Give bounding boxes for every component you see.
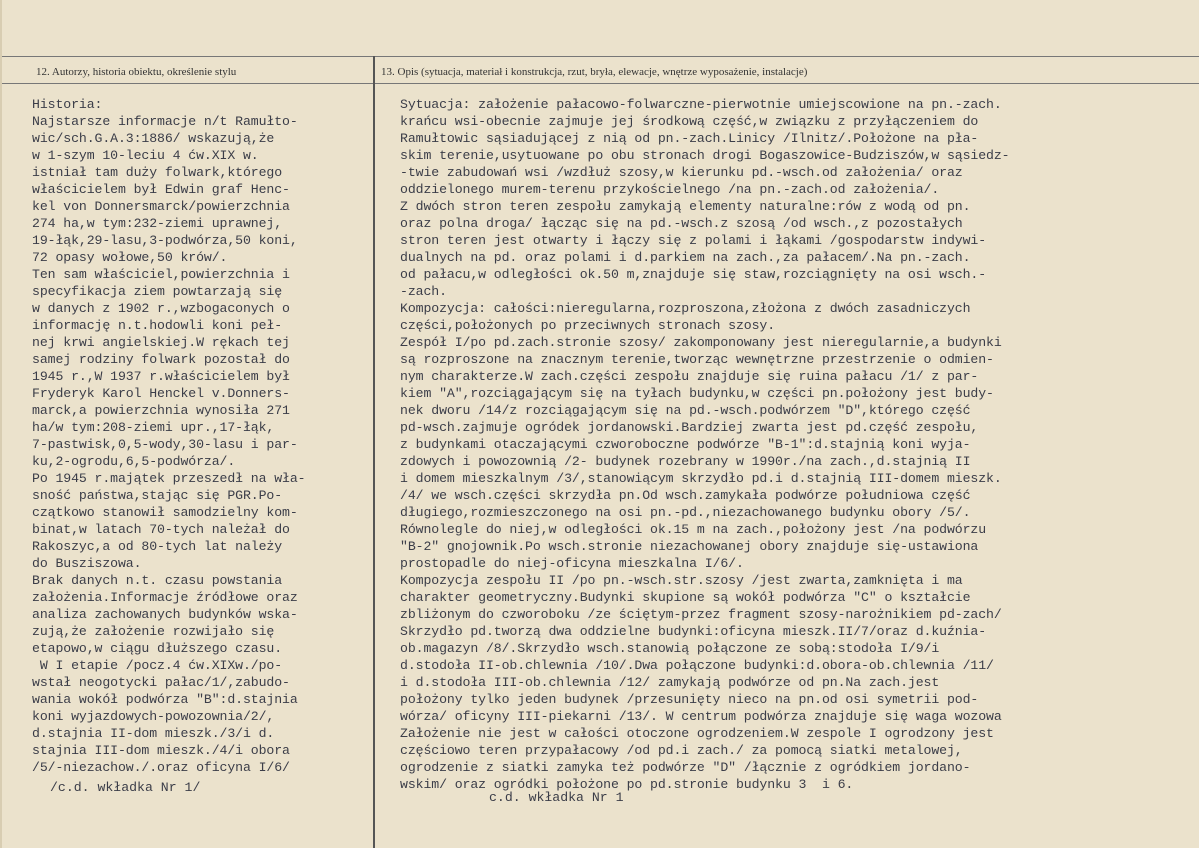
description-text-line: długiego,rozmieszczonego na osi pn.-pd.,niezachowanego budynku obory /5/. <box>400 505 971 520</box>
right-footer: c.d. wkładka Nr 1 <box>489 790 624 805</box>
description-text-line: Skrzydło pd.tworzą dwa oddzielne budynki:oficyna mieszk.II/7/oraz d.kuźnia- <box>400 624 987 639</box>
description-text-line: prostopadle do niej-oficyna mieszkalna I/6/. <box>400 556 744 571</box>
history-text-line: 72 opasy wołowe,50 krów/. <box>32 250 228 265</box>
description-text-line: Sytuacja: założenie pałacowo-folwarczne-pierwotnie umiejscowione na pn.-zach. <box>400 97 1002 112</box>
history-text-line: analiza zachowanych budynków wska- <box>32 607 298 622</box>
history-text-line: specyfikacja ziem powtarzają się <box>32 284 283 299</box>
history-text-line: binat,w latach 70-tych należał do <box>32 522 290 537</box>
history-text-line: 7-pastwisk,0,5-wody,30-lasu i par- <box>32 437 298 452</box>
description-text-line: Zespół I/po pd.zach.stronie szosy/ zakomponowany jest nieregularnie,a budynki <box>400 335 1002 350</box>
history-text-line: etapowo,w ciągu dłuższego czasu. <box>32 641 283 656</box>
description-text-line: skim terenie,usytuowane po obu stronach drogi Bogaszowice-Budziszów,w sąsiedz- <box>400 148 1010 163</box>
description-text-line: zbliżonym do czworoboku /ze ściętym-przez fragment szosy-narożnikiem pd-zach/ <box>400 607 1002 622</box>
description-text-line: /4/ we wsch.części skrzydła pn.Od wsch.zamykała podwórze południowa część <box>400 488 971 503</box>
description-text-line: charakter geometryczny.Budynki skupione są wokół podwórza "C" o kształcie <box>400 590 971 605</box>
history-text-line: Po 1945 r.majątek przeszedł na wła- <box>32 471 306 486</box>
description-text-line: stron teren jest otwarty i łączy się z polami i łąkami /gospodarstw indywi- <box>400 233 987 248</box>
history-text-line: wania wokół podwórza "B":d.stajnia <box>32 692 298 707</box>
history-text-line: Fryderyk Karol Henckel v.Donners- <box>32 386 290 401</box>
history-text-line: 274 ha,w tym:232-ziemi uprawnej, <box>32 216 283 231</box>
history-text-line: ha/w tym:208-ziemi upr.,17-łąk, <box>32 420 275 435</box>
description-text-line: kiem "A",rozciągającym się na tyłach budynku,w części pn.położony jest budy- <box>400 386 994 401</box>
description-text-line: oddzielonego murem-terenu przykościelnego /na pn.-zach.od założenia/. <box>400 182 940 197</box>
description-text-line: Z dwóch stron teren zespołu zamykają elementy naturalne:rów z wodą od pn. <box>400 199 971 214</box>
history-text-line: ku,2-ogrodu,6,5-podwórza/. <box>32 454 236 469</box>
description-text-line: nek dworu /14/z rozciągającym się na pd.-wsch.podwórzem "D",którego część <box>400 403 971 418</box>
description-text-line: wskim/ oraz ogródki położone po pd.stronie budynku 3 i 6. <box>400 777 854 792</box>
history-text-line: 19-łąk,29-lasu,3-podwórza,50 koni, <box>32 233 298 248</box>
column-divider <box>373 56 375 848</box>
description-text-line: Ramułtowic sąsiadującej z nią od pn.-zach.Linicy /Ilnitz/.Położone na pła- <box>400 131 979 146</box>
description-text-line: części,położonych po przeciwnych stronach szosy. <box>400 318 776 333</box>
history-text-line: /5/-niezachow./.oraz oficyna I/6/ <box>32 760 290 775</box>
description-text-line: "B-2" gnojownik.Po wsch.stronie niezachowanej obory znajduje się-ustawiona <box>400 539 979 554</box>
history-text-line: Najstarsze informacje n/t Ramułto- <box>32 114 298 129</box>
history-text-line: właścicielem był Edwin graf Henc- <box>32 182 290 197</box>
history-text-line: czątkowo stanowił samodzielny kom- <box>32 505 298 520</box>
description-text-line: częściowo teren przypałacowy /od pd.i zach./ za pomocą siatki metalowej, <box>400 743 963 758</box>
description-text-line: z budynkami otaczającymi czworoboczne podwórze "B-1":d.stajnią koni wyja- <box>400 437 971 452</box>
description-text-line: krańcu wsi-obecnie zajmuje jej środkową część,w związku z przyłączeniem do <box>400 114 979 129</box>
header-rule <box>2 83 1199 84</box>
history-text-line: nej krwi angielskiej.W rękach tej <box>32 335 290 350</box>
description-text-line: zdowych i powozownią /2- budynek rozebrany w 1990r./na zach.,d.stajnią II <box>400 454 971 469</box>
section-13-header: 13. Opis (sytuacja, materiał i konstrukcja, rzut, bryła, elewacje, wnętrze wyposażenie, instalacje) <box>381 66 808 78</box>
history-text-line: w danych z 1902 r.,wzbogaconych o <box>32 301 290 316</box>
history-text-line: w 1-szym 10-leciu 4 ćw.XIX w. <box>32 148 259 163</box>
description-text-line: położony tylko jeden budynek /przesunięty nieco na pn.od osi symetrii pod- <box>400 692 979 707</box>
history-text-line: marck,a powierzchnia wynosiła 271 <box>32 403 290 418</box>
history-text-line: 1945 r.,W 1937 r.właścicielem był <box>32 369 290 384</box>
description-text-line: oraz polna droga/ łącząc się na pd.-wsch.z szosą /od wsch.,z pozostałych <box>400 216 963 231</box>
description-text-line: wórza/ oficyny III-piekarni /13/. W centrum podwórza znajduje się waga wozowa <box>400 709 1002 724</box>
description-text-line: -zach. <box>400 284 447 299</box>
description-text-line: dualnych na pd. oraz polami i d.parkiem na zach.,za pałacem/.Na pn.-zach. <box>400 250 971 265</box>
description-text-line: ogrodzenie z siatki zamyka też podwórze "D" /łącznie z ogródkiem jordano- <box>400 760 971 775</box>
description-text-line: ob.magazyn /8/.Skrzydło wsch.stanowią połączone ze sobą:stodoła I/9/i <box>400 641 940 656</box>
history-text-line: informację n.t.hodowli koni peł- <box>32 318 283 333</box>
history-text-line: Ten sam właściciel,powierzchnia i <box>32 267 290 282</box>
history-text-line: samej rodziny folwark pozostał do <box>32 352 290 367</box>
description-text-line: Kompozycja zespołu II /po pn.-wsch.str.szosy /jest zwarta,zamknięta i ma <box>400 573 963 588</box>
history-text-line: koni wyjazdowych-powozownia/2/, <box>32 709 275 724</box>
history-text-line: zują,że założenie rozwijało się <box>32 624 275 639</box>
history-text-line: Historia: <box>32 97 103 112</box>
description-column <box>400 96 1195 793</box>
history-text-line: wstał neogotycki pałac/1/,zabudo- <box>32 675 290 690</box>
description-text-line: pd-wsch.zajmuje ogródek jordanowski.Bardziej zwarta jest pd.część zespołu, <box>400 420 979 435</box>
history-text-line: stajnia III-dom mieszk./4/i obora <box>32 743 290 758</box>
history-column <box>32 96 368 776</box>
history-text-line: d.stajnia II-dom mieszk./3/i d. <box>32 726 275 741</box>
description-text-line: od pałacu,w odległości ok.50 m,znajduje się staw,rozciągnięty na osi wsch.- <box>400 267 987 282</box>
history-text-line: Rakoszyc,a od 80-tych lat należy <box>32 539 283 554</box>
section-12-header: 12. Autorzy, historia obiektu, określenie stylu <box>36 66 237 78</box>
history-text-line: wic/sch.G.A.3:1886/ wskazują,że <box>32 131 275 146</box>
description-text-line: -twie zabudowań wsi /wzdłuż szosy,w kierunku pd.-wsch.od założenia/ oraz <box>400 165 963 180</box>
description-text-line: d.stodoła II-ob.chlewnia /10/.Dwa połączone budynki:d.obora-ob.chlewnia /11/ <box>400 658 994 673</box>
history-text-line: do Busziszowa. <box>32 556 142 571</box>
description-text-line: i d.stodoła III-ob.chlewnia /12/ zamykają podwórze od pn.Na zach.jest <box>400 675 940 690</box>
history-text-line: Brak danych n.t. czasu powstania <box>32 573 283 588</box>
description-text-line: nym charakterze.W zach.części zespołu znajduje się ruina pałacu /1/ z par- <box>400 369 979 384</box>
description-text-line: Kompozycja: całości:nieregularna,rozproszona,złożona z dwóch zasadniczych <box>400 301 971 316</box>
history-text-line: kel von Donnersmarck/powierzchnia <box>32 199 290 214</box>
history-text-line: założenia.Informacje źródłowe oraz <box>32 590 298 605</box>
description-text-line: Założenie nie jest w całości otoczone ogrodzeniem.W zespole I ogrodzony jest <box>400 726 994 741</box>
history-text-line: istniał tam duży folwark,którego <box>32 165 283 180</box>
history-text-line: W I etapie /pocz.4 ćw.XIXw./po- <box>32 658 283 673</box>
left-footer: /c.d. wkładka Nr 1/ <box>50 780 201 795</box>
top-rule <box>2 56 1199 57</box>
description-text-line: Równolegle do niej,w odległości ok.15 m na zach.,położony jest /na podwórzu <box>400 522 987 537</box>
history-text-line: sność państwa,stając się PGR.Po- <box>32 488 283 503</box>
description-text-line: są rozproszone na znacznym terenie,tworząc wewnętrzne przestrzenie o odmien- <box>400 352 994 367</box>
description-text-line: i domem mieszkalnym /3/,stanowiącym skrzydło pd.i d.stajnią III-domem mieszk. <box>400 471 1002 486</box>
